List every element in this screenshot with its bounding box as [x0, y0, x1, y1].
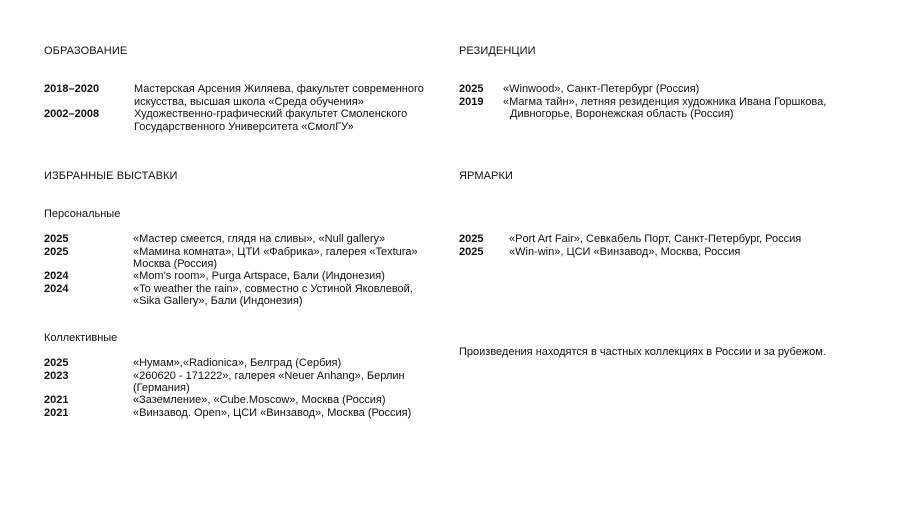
exhibitions-heading: ИЗБРАННЫЕ ВЫСТАВКИ	[44, 170, 178, 182]
residency-year: 2025	[459, 83, 484, 95]
exhibition-text: «To weather the rain», совместно с Устиной Яковлевой,	[133, 282, 413, 295]
exhibition-text: «Винзавод. Open», ЦСИ «Винзавод», Москва (Россия)	[133, 406, 412, 419]
exhibition-year: 2025	[44, 233, 69, 245]
education-heading: ОБРАЗОВАНИЕ	[44, 45, 128, 57]
fair-text: «Port Art Fair», Севкабель Порт, Санкт-Петербург, Россия	[509, 233, 802, 245]
education-item	[44, 108, 464, 134]
exhibition-year: 2024	[44, 270, 69, 282]
education-text: Художественно-графический факультет Смоленского	[134, 108, 408, 120]
fairs-heading: ЯРМАРКИ	[459, 170, 514, 182]
education-item	[44, 83, 464, 109]
education-text: Государственного Университета «СмолГУ»	[134, 120, 354, 133]
exhibition-text: «Mom’s room», Purga Artspace, Бали (Индонезия)	[133, 270, 385, 282]
exhibition-text: «Sika Gallery», Бали (Индонезия)	[133, 295, 303, 307]
education-year: 2018–2020	[44, 83, 100, 95]
collective-exhibitions-label: Коллективные	[44, 332, 118, 344]
exhibition-year: 2021	[44, 406, 69, 419]
exhibition-text: «Заземление», «Cube.Moscow», Москва (Россия)	[133, 394, 386, 406]
residency-text: «Winwood», Санкт-Петербург (Россия)	[503, 83, 700, 95]
fair-year: 2025	[459, 245, 484, 258]
residencies-heading: РЕЗИДЕНЦИИ	[459, 45, 536, 57]
residency-year: 2019	[459, 95, 484, 108]
fair-text: «Win-win», ЦСИ «Винзавод», Москва, Россия	[509, 245, 741, 258]
right-column	[459, 0, 879, 506]
collections-note: Произведения находятся в частных коллекциях в России и за рубежом.	[459, 346, 826, 358]
exhibition-year: 2025	[44, 245, 69, 258]
exhibition-text: «260620 - 171222», галерея «Neuer Anhang», Берлин	[133, 369, 405, 382]
education-text: искусства, высшая школа «Среда обучения»	[134, 95, 364, 108]
exhibition-year: 2021	[44, 394, 69, 406]
exhibition-text: «Мамина комната», ЦТИ «Фабрика», галерея «Textura»	[133, 245, 418, 258]
exhibition-text: «Мастер смеется, глядя на сливы», «Null gallery»	[133, 233, 386, 245]
residency-text: «Магма тайн», летняя резиденция художника Ивана Горшкова,	[503, 95, 827, 108]
exhibition-text: Москва (Россия)	[133, 258, 218, 270]
exhibition-text: (Германия)	[133, 382, 190, 394]
exhibition-text: «Нумам»,«Radionica», Белград (Сербия)	[133, 357, 342, 369]
education-text: Мастерская Арсения Жиляева, факультет современного	[134, 83, 424, 95]
education-year: 2002–2008	[44, 108, 100, 120]
personal-exhibitions-label: Персональные	[44, 208, 121, 220]
exhibition-year: 2024	[44, 282, 69, 295]
left-column	[44, 0, 444, 506]
residency-text: Дивногорье, Воронежская область (Россия)	[510, 108, 734, 120]
fair-year: 2025	[459, 233, 484, 245]
exhibition-year: 2025	[44, 357, 69, 369]
exhibition-year: 2023	[44, 369, 69, 382]
